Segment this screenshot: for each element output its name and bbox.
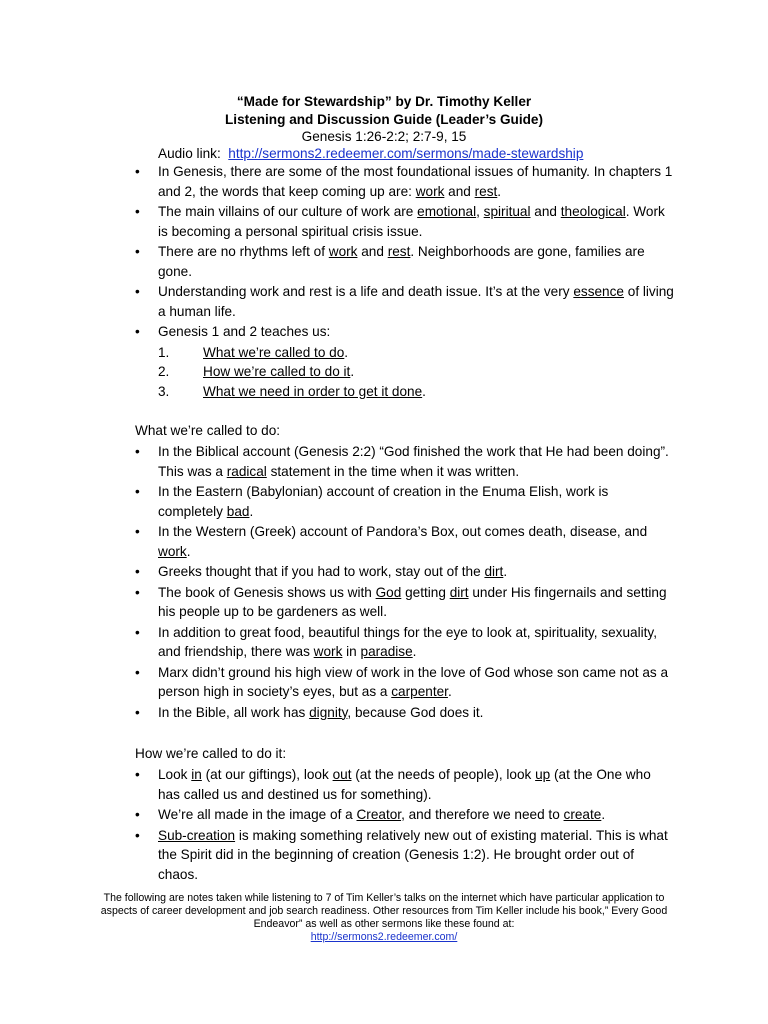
- underlined-term: work: [415, 183, 445, 199]
- underlined-term: paradise: [360, 644, 413, 659]
- text-run: The main villains of our culture of work are: [158, 204, 418, 219]
- bullet-icon: •: [135, 827, 140, 843]
- text-run: . Neighborhoods are gone, families are gone.: [158, 244, 645, 279]
- text-run: is making something relatively new out of existing material. This is what the Spirit did in the beginning of creation (Genesis 1:2). He brought order out of chaos.: [158, 827, 668, 882]
- text-run: Genesis 1 and 2 teaches us:: [158, 324, 331, 339]
- intro-section: [135, 162, 675, 401]
- document-subtitle: Listening and Discussion Guide (Leader’s Guide): [225, 112, 543, 127]
- footer-link[interactable]: http://sermons2.redeemer.com/: [310, 931, 458, 943]
- underlined-term: dirt: [484, 564, 504, 579]
- underlined-term: Sub-creation: [158, 827, 236, 843]
- how-called-bullet-list: [135, 765, 675, 884]
- text-run: in: [342, 644, 361, 659]
- text-run: (at the One who has called us and destined us for something).: [158, 767, 651, 802]
- underlined-term: emotional: [417, 204, 477, 219]
- bullet-icon: •: [135, 164, 140, 179]
- list-item: [135, 765, 675, 804]
- bullet-icon: •: [135, 284, 140, 299]
- numbered-item: [135, 382, 675, 402]
- text-run: There are no rhythms left of: [158, 244, 329, 259]
- scripture-reference: Genesis 1:26-2:2; 2:7-9, 15: [301, 129, 467, 144]
- text-run: In the Biblical account (Genesis 2:2) “God finished the work that He had been doing”. This was a: [158, 444, 669, 479]
- text-run: and: [530, 204, 561, 219]
- bullet-icon: •: [135, 204, 140, 219]
- list-item: [135, 162, 675, 201]
- text-run: and: [444, 183, 475, 199]
- bullet-icon: •: [135, 244, 140, 259]
- underlined-term: God: [375, 584, 402, 600]
- text-run: .: [447, 684, 452, 699]
- item-number: 2.: [158, 364, 170, 379]
- text-run: The book of Genesis shows us with: [158, 584, 376, 600]
- underlined-term: dignity: [309, 704, 348, 720]
- text-run: .: [186, 543, 191, 559]
- bullet-icon: •: [135, 324, 140, 339]
- underlined-term: rest: [387, 244, 411, 259]
- text-run: of living a human life.: [158, 284, 674, 319]
- text-run: (at our giftings), look: [201, 767, 333, 782]
- underlined-term: up: [535, 767, 551, 782]
- list-item: [135, 805, 675, 825]
- list-item: [135, 623, 675, 662]
- text-run: .: [497, 183, 502, 199]
- bullet-icon: •: [135, 767, 140, 782]
- text-run: , because God does it.: [347, 704, 484, 720]
- text-run: .: [344, 344, 349, 360]
- bullet-icon: •: [135, 664, 140, 680]
- text-run: .: [422, 383, 426, 399]
- bullet-icon: •: [135, 624, 140, 640]
- bullet-icon: •: [135, 807, 140, 822]
- underlined-term: work: [313, 644, 343, 659]
- underlined-term: What we’re called to do: [203, 344, 345, 360]
- bullet-icon: •: [135, 484, 140, 499]
- bullet-icon: •: [135, 444, 140, 459]
- underlined-term: in: [191, 767, 202, 782]
- how-called-section: [135, 765, 675, 885]
- text-run: In the Bible, all work has: [158, 704, 310, 720]
- text-run: and: [357, 244, 388, 259]
- text-run: , and therefore we need to: [401, 807, 564, 822]
- audio-line: [158, 145, 583, 162]
- list-item: [135, 522, 675, 561]
- intro-bullet-list: [135, 162, 675, 342]
- list-item: [135, 583, 675, 622]
- text-run: (at the needs of people), look: [351, 767, 536, 782]
- underlined-term: dirt: [449, 584, 469, 600]
- underlined-term: out: [332, 767, 352, 782]
- item-number: 1.: [158, 344, 170, 360]
- bullet-icon: •: [135, 564, 140, 579]
- list-item: [135, 482, 675, 521]
- document-title: “Made for Stewardship” by Dr. Timothy Keller: [236, 94, 532, 109]
- underlined-term: work: [158, 543, 187, 559]
- text-run: In the Western (Greek) account of Pandora’s Box, out comes death, disease, and: [158, 524, 648, 539]
- footer-text: The following are notes taken while listening to 7 of Tim Keller’s talks on the internet which have particular application to aspects of career development and job search readiness. Other resources from Tim Keller include his book,” Every Good Endeavor” as well as other sermons like these found at:: [100, 892, 668, 930]
- underlined-term: What we need in order to get it done: [203, 383, 423, 399]
- text-run: In addition to great food, beautiful things for the eye to look at, spirituality, sexuality, and friendship, there was: [158, 624, 657, 659]
- list-item: [135, 242, 675, 281]
- called-to-do-section: [135, 442, 675, 723]
- called-to-do-bullet-list: [135, 442, 675, 722]
- underlined-term: radical: [226, 463, 267, 479]
- text-run: .: [503, 564, 508, 579]
- underlined-term: bad: [226, 503, 250, 519]
- list-item: [135, 562, 675, 582]
- underlined-term: essence: [573, 284, 624, 299]
- text-run: statement in the time when it was written.: [266, 463, 520, 479]
- text-run: ,: [476, 204, 484, 219]
- list-item: [135, 703, 675, 723]
- text-run: .: [601, 807, 606, 822]
- text-run: In Genesis, there are some of the most foundational issues of humanity. In chapters 1 and 2, the words that keep coming up are:: [158, 164, 673, 199]
- underlined-term: create: [563, 807, 602, 822]
- text-run: Greeks thought that if you had to work, stay out of the: [158, 564, 485, 579]
- section-heading-how-called: How we’re called to do it:: [135, 746, 287, 761]
- numbered-list: [135, 343, 675, 402]
- underlined-term: spiritual: [483, 204, 531, 219]
- audio-link[interactable]: http://sermons2.redeemer.com/sermons/made-stewardship: [228, 146, 584, 161]
- underlined-term: rest: [474, 183, 498, 199]
- list-item: [135, 202, 675, 241]
- underlined-term: Creator: [356, 807, 402, 822]
- text-run: .: [350, 364, 355, 379]
- list-item: [135, 322, 675, 342]
- numbered-item: [135, 362, 675, 382]
- bullet-icon: •: [135, 524, 140, 539]
- text-run: We’re all made in the image of a: [158, 807, 357, 822]
- list-item: [135, 663, 675, 702]
- list-item: [135, 282, 675, 321]
- text-run: .: [412, 644, 417, 659]
- list-item: [135, 442, 675, 481]
- bullet-icon: •: [135, 584, 140, 600]
- item-number: 3.: [158, 383, 170, 399]
- section-heading-called-to-do: What we’re called to do:: [135, 423, 281, 438]
- text-run: Marx didn’t ground his high view of work in the love of God whose son came not as a person high in society’s eyes, but as a: [158, 664, 669, 699]
- numbered-item: [135, 343, 675, 363]
- underlined-term: How we’re called to do it: [203, 364, 351, 379]
- text-run: Look: [158, 767, 192, 782]
- bullet-icon: •: [135, 704, 140, 720]
- audio-label: Audio link:: [158, 146, 229, 161]
- text-run: Understanding work and rest is a life and death issue. It’s at the very: [158, 284, 574, 299]
- text-run: .: [249, 503, 254, 519]
- text-run: under His fingernails and setting his people up to be gardeners as well.: [158, 584, 667, 619]
- list-item: [135, 826, 675, 885]
- underlined-term: work: [328, 244, 358, 259]
- text-run: . Work is becoming a personal spiritual crisis issue.: [158, 204, 665, 239]
- text-run: getting: [401, 584, 450, 600]
- underlined-term: theological: [560, 204, 626, 219]
- underlined-term: carpenter: [391, 684, 448, 699]
- text-run: In the Eastern (Babylonian) account of creation in the Enuma Elish, work is completely: [158, 484, 609, 519]
- footer-note: [90, 892, 678, 944]
